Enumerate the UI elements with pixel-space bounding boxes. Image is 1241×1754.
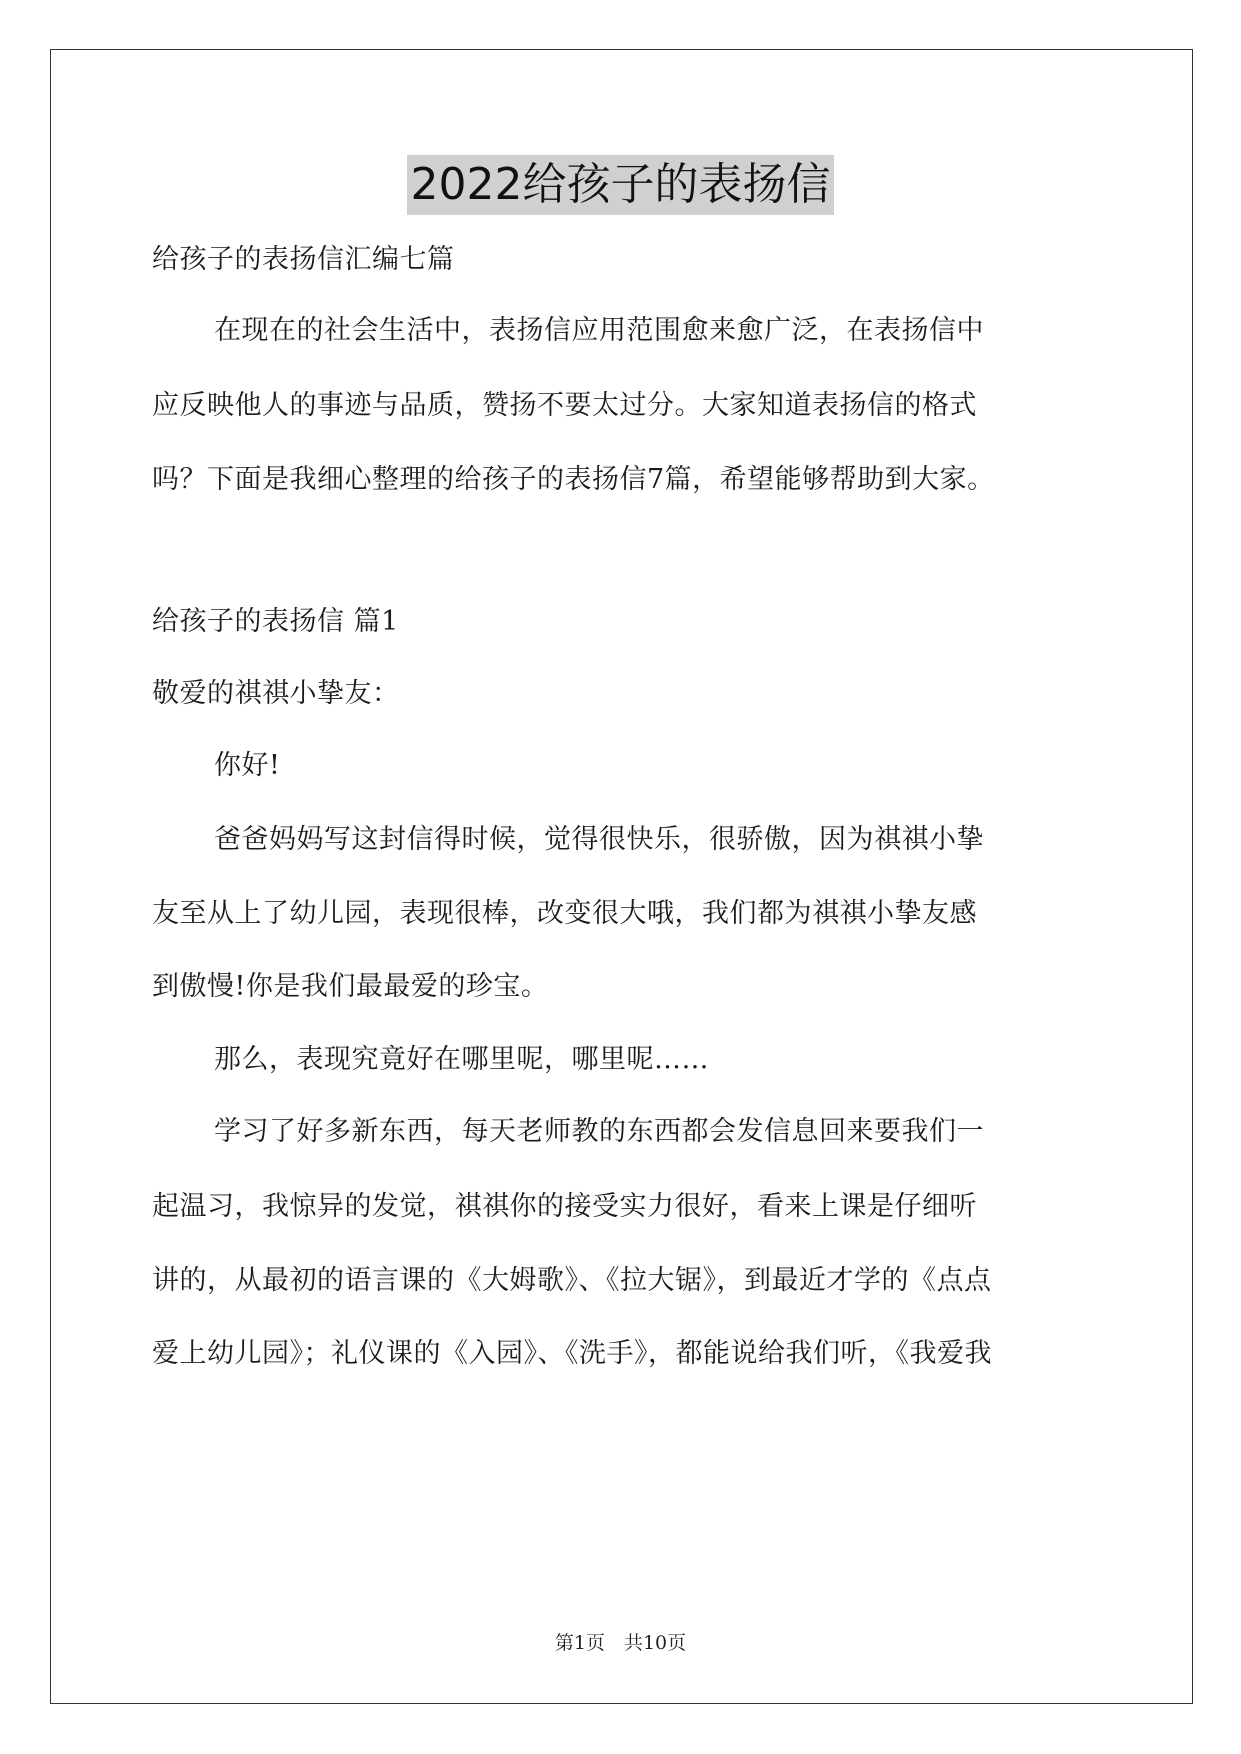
body-line-1: 爸爸妈妈写这封信得时候，觉得很快乐，很骄傲，因为祺祺小挚 — [214, 824, 984, 855]
body-line-3: 到傲慢!你是我们最最爱的珍宝。 — [152, 971, 549, 1002]
title-container — [0, 155, 1241, 215]
page-number-footer: 第1页 共10页 — [554, 1632, 687, 1654]
page-border — [50, 49, 1193, 1704]
body-line-6: 起温习，我惊异的发觉，祺祺你的接受实力很好，看来上课是仔细听 — [152, 1191, 977, 1222]
document-subtitle: 给孩子的表扬信汇编七篇 — [152, 244, 455, 275]
body-line-2: 友至从上了幼儿园，表现很棒，改变很大哦，我们都为祺祺小挚友感 — [152, 898, 977, 929]
salutation: 敬爱的祺祺小挚友： — [152, 678, 400, 709]
body-line-7: 讲的，从最初的语言课的《大姆歌》、《拉大锯》，到最近才学的《点点 — [152, 1265, 992, 1296]
document-title: 2022给孩子的表扬信 — [407, 155, 835, 215]
intro-line-2: 应反映他人的事迹与品质，赞扬不要太过分。大家知道表扬信的格式 — [152, 390, 977, 421]
greeting: 你好! — [214, 750, 281, 781]
body-line-4: 那么，表现究竟好在哪里呢，哪里呢…… — [214, 1044, 709, 1075]
section-heading: 给孩子的表扬信 篇1 — [152, 606, 399, 637]
intro-line-3: 吗？下面是我细心整理的给孩子的表扬信7篇，希望能够帮助到大家。 — [152, 464, 995, 495]
intro-line-1: 在现在的社会生活中，表扬信应用范围愈来愈广泛，在表扬信中 — [214, 315, 984, 346]
body-line-5: 学习了好多新东西，每天老师教的东西都会发信息回来要我们一 — [214, 1116, 984, 1147]
body-line-8: 爱上幼儿园》；礼仪课的《入园》、《洗手》，都能说给我们听，《我爱我 — [152, 1338, 992, 1369]
